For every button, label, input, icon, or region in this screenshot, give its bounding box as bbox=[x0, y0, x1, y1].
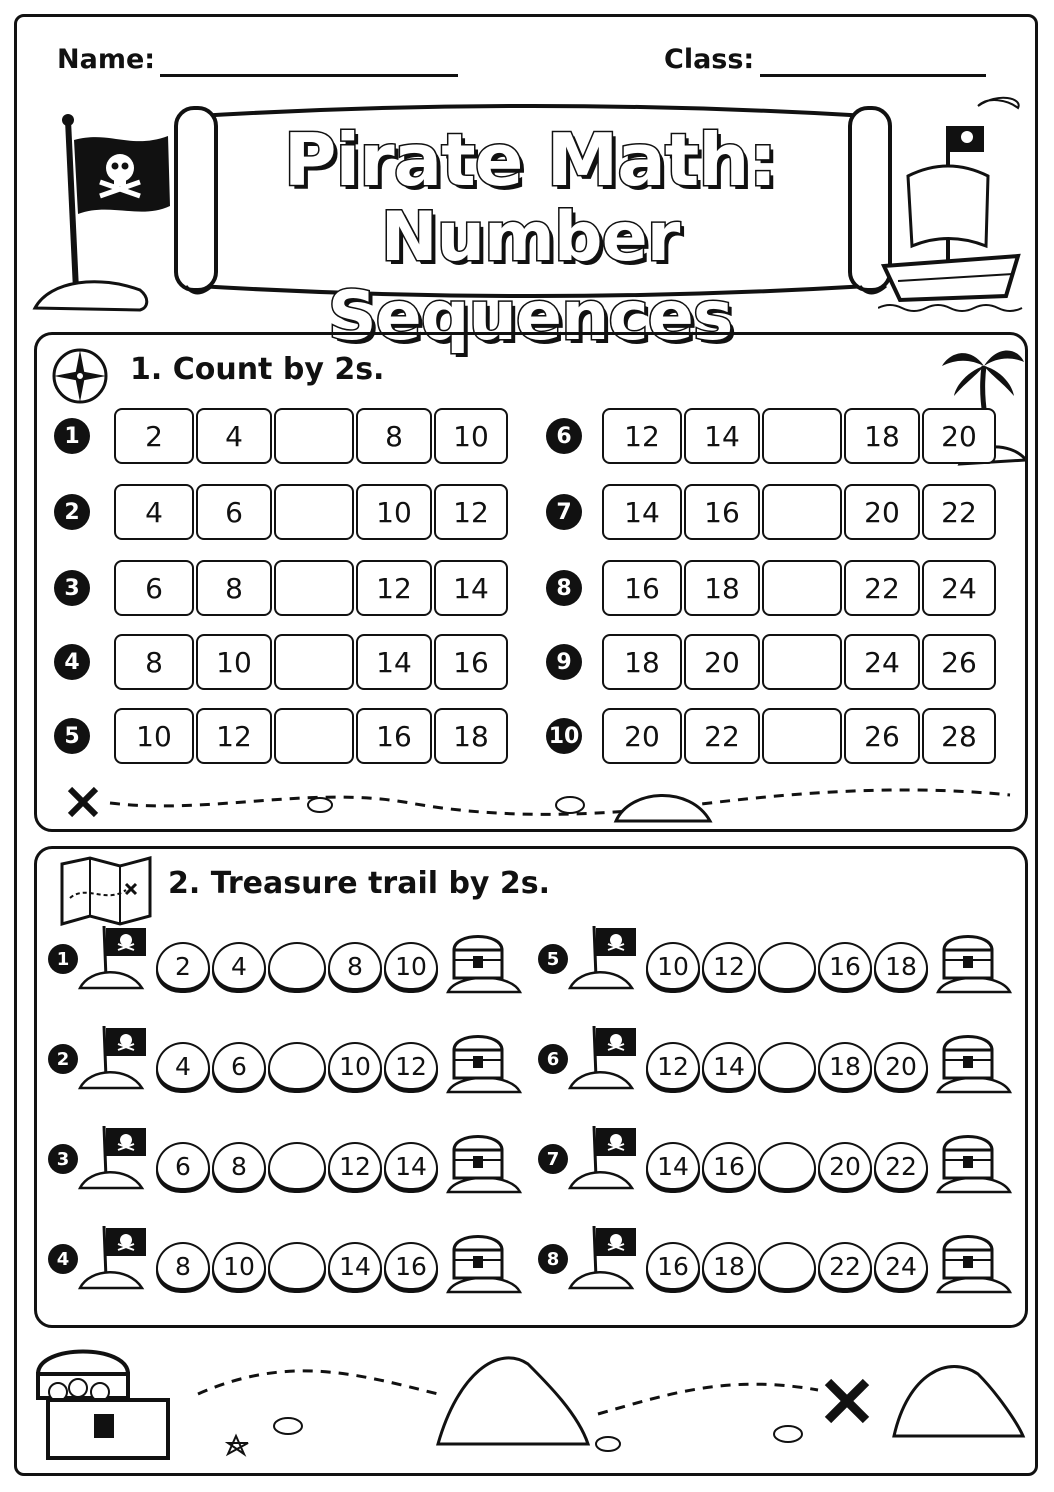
sequence-number: 16 bbox=[434, 634, 508, 690]
sequence-number: 12 bbox=[356, 560, 432, 616]
trail-stone: 14 bbox=[646, 1142, 700, 1190]
sequence-number: 20 bbox=[602, 708, 682, 764]
compass-icon bbox=[48, 344, 112, 408]
sequence-number: 10 bbox=[356, 484, 432, 540]
trail-stone: 22 bbox=[874, 1142, 928, 1190]
trail-stone: 6 bbox=[212, 1042, 266, 1090]
sequence-number: 8 bbox=[196, 560, 272, 616]
answer-box[interactable] bbox=[762, 408, 842, 464]
problem-number-badge: 3 bbox=[48, 1144, 78, 1174]
sequence-number: 24 bbox=[844, 634, 920, 690]
sequence-number: 22 bbox=[844, 560, 920, 616]
answer-box[interactable] bbox=[762, 634, 842, 690]
problem-number-badge: 2 bbox=[48, 1044, 78, 1074]
trail-stone: 10 bbox=[212, 1242, 266, 1290]
treasure-chest-icon bbox=[38, 1352, 168, 1459]
trail-stone: 14 bbox=[384, 1142, 438, 1190]
problem-number-badge: 7 bbox=[546, 494, 582, 530]
sequence-number: 8 bbox=[356, 408, 432, 464]
trail-stone: 12 bbox=[384, 1042, 438, 1090]
trail-stone: 14 bbox=[702, 1042, 756, 1090]
treasure-trail bbox=[156, 1242, 438, 1290]
bottom-decoration bbox=[28, 1334, 1028, 1474]
dashed-trail bbox=[60, 775, 1020, 825]
trail-stone: 10 bbox=[646, 942, 700, 990]
treasure-chest-icon bbox=[440, 1126, 524, 1196]
sequence-number: 14 bbox=[434, 560, 508, 616]
answer-box[interactable] bbox=[274, 708, 354, 764]
pirate-flag-icon bbox=[76, 1222, 152, 1292]
sequence-number: 18 bbox=[602, 634, 682, 690]
sequence-number: 24 bbox=[922, 560, 996, 616]
sequence-number: 22 bbox=[922, 484, 996, 540]
problem-number-badge: 6 bbox=[538, 1044, 568, 1074]
problem-number-badge: 3 bbox=[54, 570, 90, 606]
problem-number-badge: 1 bbox=[48, 944, 78, 974]
sequence-number: 8 bbox=[114, 634, 194, 690]
sequence-row bbox=[602, 408, 996, 464]
trail-stone: 16 bbox=[702, 1142, 756, 1190]
sequence-number: 10 bbox=[196, 634, 272, 690]
sequence-number: 20 bbox=[844, 484, 920, 540]
sequence-number: 10 bbox=[114, 708, 194, 764]
trail-stone: 20 bbox=[874, 1042, 928, 1090]
answer-box[interactable] bbox=[762, 708, 842, 764]
problem-number-badge: 4 bbox=[48, 1244, 78, 1274]
treasure-trail bbox=[156, 1042, 438, 1090]
answer-stone[interactable] bbox=[268, 942, 326, 990]
treasure-trail bbox=[156, 1142, 438, 1190]
trail-stone: 8 bbox=[212, 1142, 266, 1190]
treasure-trail bbox=[646, 1242, 928, 1290]
sequence-number: 12 bbox=[196, 708, 272, 764]
answer-stone[interactable] bbox=[758, 1142, 816, 1190]
sequence-number: 14 bbox=[684, 408, 760, 464]
problem-number-badge: 7 bbox=[538, 1144, 568, 1174]
problem-number-badge: 4 bbox=[54, 644, 90, 680]
sequence-number: 26 bbox=[922, 634, 996, 690]
answer-box[interactable] bbox=[274, 560, 354, 616]
sequence-row bbox=[114, 560, 508, 616]
trail-stone: 22 bbox=[818, 1242, 872, 1290]
sequence-number: 6 bbox=[114, 560, 194, 616]
sequence-number: 10 bbox=[434, 408, 508, 464]
trail-stone: 12 bbox=[702, 942, 756, 990]
treasure-chest-icon bbox=[930, 926, 1014, 996]
sequence-number: 6 bbox=[196, 484, 272, 540]
trail-stone: 6 bbox=[156, 1142, 210, 1190]
trail-stone: 18 bbox=[818, 1042, 872, 1090]
sequence-row bbox=[602, 484, 996, 540]
pirate-flag-icon bbox=[566, 1022, 642, 1092]
title-line-2: Number Sequences bbox=[327, 198, 733, 356]
trail-stone: 2 bbox=[156, 942, 210, 990]
answer-box[interactable] bbox=[274, 634, 354, 690]
answer-box[interactable] bbox=[762, 484, 842, 540]
pirate-flag-icon bbox=[30, 110, 180, 320]
sequence-number: 12 bbox=[434, 484, 508, 540]
sequence-row bbox=[602, 634, 996, 690]
sequence-row bbox=[602, 560, 996, 616]
problem-number-badge: 5 bbox=[538, 944, 568, 974]
sequence-row bbox=[114, 408, 508, 464]
title-line-1: Pirate Math: bbox=[283, 118, 777, 202]
pirate-flag-icon bbox=[566, 1122, 642, 1192]
treasure-chest-icon bbox=[440, 1026, 524, 1096]
sequence-number: 16 bbox=[684, 484, 760, 540]
treasure-trail bbox=[646, 1142, 928, 1190]
problem-number-badge: 9 bbox=[546, 644, 582, 680]
trail-stone: 16 bbox=[384, 1242, 438, 1290]
answer-stone[interactable] bbox=[758, 1042, 816, 1090]
sequence-number: 28 bbox=[922, 708, 996, 764]
sequence-number: 16 bbox=[602, 560, 682, 616]
sequence-number: 18 bbox=[434, 708, 508, 764]
trail-stone: 12 bbox=[646, 1042, 700, 1090]
sequence-row bbox=[114, 708, 508, 764]
treasure-chest-icon bbox=[440, 926, 524, 996]
problem-number-badge: 8 bbox=[538, 1244, 568, 1274]
trail-stone: 20 bbox=[818, 1142, 872, 1190]
answer-box[interactable] bbox=[762, 560, 842, 616]
trail-stone: 14 bbox=[328, 1242, 382, 1290]
treasure-trail bbox=[156, 942, 438, 990]
section-2-title: 2. Treasure trail by 2s. bbox=[168, 866, 551, 901]
pirate-ship-icon bbox=[878, 96, 1033, 316]
trail-stone: 18 bbox=[874, 942, 928, 990]
pirate-flag-icon bbox=[76, 1122, 152, 1192]
sequence-number: 14 bbox=[356, 634, 432, 690]
sequence-number: 2 bbox=[114, 408, 194, 464]
sequence-row bbox=[602, 708, 996, 764]
pirate-flag-icon bbox=[76, 922, 152, 992]
answer-stone[interactable] bbox=[268, 1042, 326, 1090]
sequence-number: 14 bbox=[602, 484, 682, 540]
name-line[interactable] bbox=[160, 74, 458, 77]
sequence-number: 18 bbox=[684, 560, 760, 616]
trail-stone: 12 bbox=[328, 1142, 382, 1190]
trail-stone: 24 bbox=[874, 1242, 928, 1290]
treasure-trail bbox=[646, 1042, 928, 1090]
problem-number-badge: 1 bbox=[54, 418, 90, 454]
problem-number-badge: 10 bbox=[546, 718, 582, 754]
sequence-number: 20 bbox=[922, 408, 996, 464]
sequence-number: 22 bbox=[684, 708, 760, 764]
pirate-flag-icon bbox=[566, 1222, 642, 1292]
treasure-chest-icon bbox=[930, 1026, 1014, 1096]
sequence-number: 18 bbox=[844, 408, 920, 464]
answer-stone[interactable] bbox=[268, 1142, 326, 1190]
trail-stone: 10 bbox=[328, 1042, 382, 1090]
problem-number-badge: 6 bbox=[546, 418, 582, 454]
trail-stone: 16 bbox=[818, 942, 872, 990]
treasure-chest-icon bbox=[930, 1226, 1014, 1296]
class-label: Class: bbox=[664, 44, 755, 75]
answer-stone[interactable] bbox=[758, 1242, 816, 1290]
treasure-map-icon bbox=[56, 854, 156, 928]
sequence-number: 4 bbox=[196, 408, 272, 464]
problem-number-badge: 8 bbox=[546, 570, 582, 606]
sequence-number: 12 bbox=[602, 408, 682, 464]
trail-stone: 4 bbox=[212, 942, 266, 990]
problem-number-badge: 2 bbox=[54, 494, 90, 530]
sequence-row bbox=[114, 634, 508, 690]
answer-box[interactable] bbox=[274, 484, 354, 540]
answer-stone[interactable] bbox=[758, 942, 816, 990]
trail-stone: 18 bbox=[702, 1242, 756, 1290]
trail-stone: 16 bbox=[646, 1242, 700, 1290]
answer-stone[interactable] bbox=[268, 1242, 326, 1290]
problem-number-badge: 5 bbox=[54, 718, 90, 754]
section-1-title: 1. Count by 2s. bbox=[130, 352, 385, 387]
treasure-chest-icon bbox=[440, 1226, 524, 1296]
class-line[interactable] bbox=[760, 74, 986, 77]
pirate-flag-icon bbox=[566, 922, 642, 992]
pirate-flag-icon bbox=[76, 1022, 152, 1092]
name-label: Name: bbox=[57, 44, 156, 75]
trail-stone: 4 bbox=[156, 1042, 210, 1090]
treasure-trail bbox=[646, 942, 928, 990]
sequence-number: 16 bbox=[356, 708, 432, 764]
trail-stone: 8 bbox=[328, 942, 382, 990]
answer-box[interactable] bbox=[274, 408, 354, 464]
sequence-number: 26 bbox=[844, 708, 920, 764]
trail-stone: 10 bbox=[384, 942, 438, 990]
sequence-number: 20 bbox=[684, 634, 760, 690]
sequence-row bbox=[114, 484, 508, 540]
treasure-chest-icon bbox=[930, 1126, 1014, 1196]
trail-stone: 8 bbox=[156, 1242, 210, 1290]
sequence-number: 4 bbox=[114, 484, 194, 540]
